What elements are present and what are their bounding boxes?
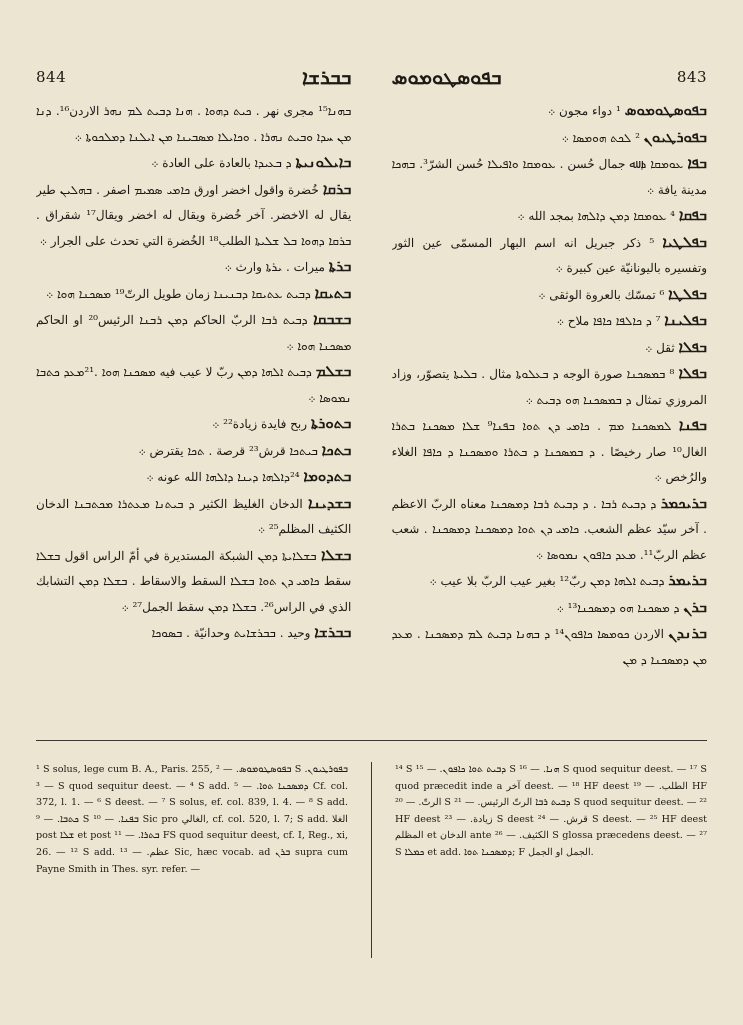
entry-headword: ܒܐܝܠܘܢܝܬܐ bbox=[295, 153, 352, 171]
page-header bbox=[36, 64, 707, 90]
entry-definition: الاردن ܟܘܡܣܐ ܟܐܦܘܢ¹⁴ ܕ ܒܗܢܐ ܕܒܝܬ ܠܡ ܕܡܣܟܢܐ . ܡܥܕ ܡܢ ܕܡܣܟܢܐ ܕ ܡܢ bbox=[391, 627, 707, 667]
right-page-header bbox=[392, 65, 707, 89]
entry-definition: ܕܒܝܬ ܪܒܐ الربّ الحاكم ܕܡܢ ܪܒܢܐ الرئيس²⁰ او الحاكم ܡܣܟܢܐ ܗܘܐ ܀ bbox=[36, 313, 352, 353]
main-text bbox=[36, 98, 707, 726]
left-page-header bbox=[36, 65, 351, 89]
entry-headword: ܒܦܘܪܛܝܘܢ bbox=[643, 127, 707, 146]
entry-headword: ܒܦܘܣܛܘܡܘܣ bbox=[624, 101, 707, 119]
entry-headword: ܒܪܢ bbox=[683, 597, 707, 616]
dictionary-entry bbox=[392, 595, 707, 622]
entry-headword: ܒܬܕܘܡܐ bbox=[303, 467, 352, 485]
entry-headword: ܒܪܝܡܪ bbox=[668, 571, 707, 589]
entry-definition: ⁴ ܥܘܡܩܐ ܕܡܢ ܕܐܠܗܐ بمجد الله ܀ bbox=[517, 209, 675, 223]
entry-definition: ² ܠܟܬ ܗܘܡܣܐ ܀ bbox=[561, 130, 640, 145]
dictionary-entry bbox=[392, 230, 707, 282]
entry-definition: ܒܫܠܐܝܬܐ ܕܡܢ الشبكة المستديرة في أمّ الراس اقول ܒܫܠܐ سقط ܟܐܡܝ ܕܢ ܬܘܐ ܒܫܠܐ السقط والاسقاط . ܒܫܠܐ ܕܡܢ التشابك الذي في الراس²⁶. ܒܫܠܐ ܕܡܢ سقط الجمل²⁷ ܀ bbox=[36, 548, 352, 614]
entry-headword: ܒܦܢܐ bbox=[678, 416, 707, 434]
dictionary-entry bbox=[36, 281, 351, 308]
entry-definition: ܕܒܝܬ ܥܬܝܩܐ ܕܒܢܝܢܐ زمان طويل الرتّ¹⁹ ܡܣܟܢܐ ܗܘܐ ܀ bbox=[46, 286, 311, 301]
entry-definition: ܕܒܝܬ ܐܠܗܐ ܕܡܢ ربّ¹² بغير عيب الربّ بلا عيب ܀ bbox=[429, 574, 665, 588]
entry-definition: ميرات . ܝܪܬܐ وارث ܀ bbox=[224, 260, 325, 274]
entry-headword: ܒܫܠܐ bbox=[320, 545, 352, 564]
entry-definition: الدخان الغليظ الكثير ܕ ܒܝܬܢܐ ܡܥܬܪܐ ܡܟܬܒܢܐ الدخان الكثيف المظلم²⁵ ܀ bbox=[36, 496, 352, 536]
entry-definition: ¹ دواء مجون ܀ bbox=[548, 104, 621, 118]
dictionary-entry bbox=[392, 203, 707, 230]
entry-definition: ⁸ ܒܡܣܟܢܐ صورة الوجه ܕ ܒܥܠܘܬܐ مثال . ܒܠܝܬܐ يتصوّر، وزاد المروزي تمثال ܕ ܒܡܣܟܢܐ ܗܘ ܕܒܝܬ ܀ bbox=[391, 367, 707, 407]
entry-definition: ܒܗܢܐ¹⁵ مجرى نهر . ܟܝܬ ܕܗܘܐ . ܗܢܐ ܕܒܝܬ ܠܡ ܢܗܪ الاردن¹⁶. ܕܢܐ ܡܢ ܚܕܐ ܘܒܝܬ ܢܗܪܐ . ܘܟܐܝܠܐ ܡܣܒܝܢܐ ܡܢ ܐܝܠܢܐ ܕܡܠܟܘܬܐ ܀ bbox=[36, 104, 352, 144]
entry-headword: ܒܫܠܡ bbox=[315, 362, 352, 380]
entry-headword: ܒܒܪܫܐ bbox=[314, 623, 352, 641]
footnote-rule bbox=[36, 740, 707, 741]
entry-headword: ܒܦܠܐ bbox=[678, 364, 707, 382]
dictionary-entry bbox=[392, 308, 707, 335]
left-column bbox=[36, 98, 351, 726]
dictionary-entry bbox=[392, 125, 707, 152]
footnotes bbox=[36, 762, 707, 972]
dictionary-entry bbox=[36, 307, 351, 359]
entry-headword: ܒܦܠܛܝܐ bbox=[662, 232, 707, 251]
entry-headword: ܒܬܝܩܐ bbox=[314, 283, 352, 302]
entry-definition: ثقل ܀ bbox=[645, 340, 675, 355]
entry-headword: ܒܦܠܐ bbox=[678, 337, 707, 356]
right-page-number: 843 bbox=[676, 68, 707, 86]
dictionary-entry bbox=[36, 150, 351, 177]
dictionary-entry bbox=[392, 491, 707, 569]
entry-definition: ܠܡܣܟܢܐ ܡܡ . ܟܐܡܝ ܕܢ ܬܘܐ ܒܦܢܐ⁹ ܫܠܐ ܡܣܟܢܐ ܒܬܪܐ الغال¹⁰ صار رخيصًا . ܕ ܒܡܣܟܢܐ ܕ ܒܬܪܐ ܘܡܣܟܢܐ ܕ ܟܐܦܐ الغلاء والرُخص ܀ bbox=[391, 419, 707, 484]
entry-definition: ܕ ܕܒܝܬ ܪܒܐ . ܕ ܕܒܝܬ ܪܒܐ ܕܡܣܟܢܐ معناه الربّ الاعظم . آخر سيّد عظم الشعب. ܟܐܡܝ ܕܢ ܬܘܐ ܕܡܣܟܢܐ ܕܡܣܟܢܐ . شعب عظم الربّ¹¹. ܡܥܕ ܟܐܦܘܢ ܢܡܘܣܐ ܀ bbox=[391, 496, 707, 562]
entry-definition: ⁷ ܕ ܟܐܠܦܐ ܟܐܦܐ ملاح ܀ bbox=[556, 314, 661, 328]
entry-headword: ܒܪܢܕܢ bbox=[668, 624, 707, 642]
entry-definition: وحيد . ܒܒܪܫܐܝܬ وحدانيّة . ܒܣܘܟܐ bbox=[151, 626, 311, 640]
entry-headword: ܒܦܩܐ bbox=[678, 206, 707, 224]
dictionary-entry bbox=[36, 254, 351, 281]
entry-definition: ربح فايدة زيادة²² ܀ bbox=[212, 417, 308, 431]
dictionary-entry bbox=[392, 413, 707, 491]
dictionary-entry bbox=[392, 335, 707, 362]
left-page-number: 844 bbox=[36, 68, 67, 86]
entry-headword: ܒܫܕܝܢܐ bbox=[307, 493, 352, 512]
entry-headword: ܒܬܟܐ bbox=[321, 440, 352, 459]
entry-definition: ²⁴ܕܐܠܗܐ ܕܝܢܐ ܕܐܠܗܐ الله عونه ܀ bbox=[146, 470, 300, 484]
dictionary-entry bbox=[392, 361, 707, 413]
entry-headword: ܒܫܒܩܐ bbox=[313, 310, 352, 328]
dictionary-entry bbox=[36, 177, 351, 255]
footnotes-right bbox=[395, 762, 707, 972]
dictionary-entry bbox=[392, 151, 707, 203]
dictionary-entry bbox=[36, 543, 351, 621]
entry-headword: ܒܪܩܐ bbox=[322, 179, 352, 198]
dictionary-entry bbox=[36, 491, 351, 543]
left-running-head: ܒܒܪܫܐ bbox=[301, 65, 352, 89]
entry-headword: ܒܪܝܟܡܪ bbox=[660, 493, 707, 512]
dictionary-entry bbox=[392, 98, 707, 125]
dictionary-entry bbox=[36, 620, 351, 647]
entry-definition: ⁶ تمسّك بالعروة الوثقى ܀ bbox=[538, 287, 665, 302]
entry-headword: ܒܦܠܝܢܐ bbox=[664, 311, 707, 329]
dictionary-entry bbox=[392, 282, 707, 309]
entry-definition: خُضرة واقول اخضر اورق ܟܐܡܝ ܣܡܝܡ اصفر . ܒܗܠܝܢ طير يقال له الاخضر. آخر خُضرة ويقال له اخضر ويقال¹⁷ شقراق . ܒܪܩܐ ܕܗܘܐ ܒܠ ܫܠܝܬܐ الطلب¹⁸ الخُضرة التي تحدث على الجرار ܀ bbox=[36, 182, 352, 248]
dictionary-entry bbox=[36, 359, 351, 411]
entry-headword: ܒܪܬܐ bbox=[328, 257, 352, 275]
dictionary-entry bbox=[36, 438, 351, 465]
dictionary-entry bbox=[36, 464, 351, 491]
entry-definition: ⁵ ذكر جبريل انه اسم البهار المسمّى عين الثور وتفسيره باليونانيّة عين كبيرة ܀ bbox=[391, 235, 707, 275]
entry-definition: ܕ ܒܥܝܕܐ بالعادة على العادة ܀ bbox=[151, 156, 292, 170]
footnotes-left bbox=[36, 762, 348, 972]
right-column bbox=[392, 98, 707, 726]
dictionary-entry bbox=[36, 411, 351, 438]
entry-headword: ܒܦܠܛܐ bbox=[668, 284, 707, 303]
dictionary-entry bbox=[392, 568, 707, 595]
dictionary-entry bbox=[36, 98, 351, 150]
entry-definition: ܒܝܬܟܐ قرش²³ قرصة . ܬܟܐ يقترض ܀ bbox=[138, 443, 318, 458]
dictionary-entry bbox=[392, 621, 707, 673]
entry-definition: ܕܒܝܬ ܐܠܗܐ ܕܡܢ ربّ لا عيب فيه ܡܣܟܢܐ ܗܘܐ .²¹ܡܥܕ ܟܬܒܐ ܢܡܘܣܐ ܀ bbox=[36, 365, 352, 405]
entry-headword: ܒܦܐ bbox=[687, 154, 707, 172]
entry-headword: ܒܬܘܪܬܐ bbox=[310, 414, 352, 432]
right-running-head: ܒܦܘܣܛܘܡܘܣ bbox=[391, 65, 502, 89]
footnote-text: ¹⁴ S ܕܒܝܬ ܬܘܐ ܟܐܦܘܢ. — ¹⁵ S ܗܢܐ. — ¹⁶ S quod sequitur deest. — ¹⁷ S quod præcedit inde a آخر deest. — ¹⁸ HF deest الطلب. — ¹⁹ HF الرتّ. — ²⁰ S ܕܒܝܬ ܪܒܐ الرتّ الرئيس. — ²¹ S quod sequitur deest. — ²² HF deest زيادة. — ²³ S deest قرش. — ²⁴ S deest. — ²⁵ HF deest المظلم et الدخان ante الكثيف. — ²⁶ S glossa præcedens deest. — ²⁷ S ܟܡܠܐ et add. ܕܡܣܟܢܐ ܬܘܐ; F الجمل او الجمل. bbox=[395, 764, 707, 858]
entry-definition: ܕ ܡܣܟܢܐ ܗܘ ܕܡܣܟܢܐ¹³ ܀ bbox=[556, 600, 680, 615]
entry-definition: ܥܘܡܩܐ ܕ ﷲ جمال حُسن . ܥܘܡܩܐ ܘܐܦܝܠܐ حُسن الشرّ³. ܒܗܟܐ مدينة يافة ܀ bbox=[391, 157, 707, 197]
footnote-text: ¹ S solus, lege cum B. A., Paris. 255, ܒܦܘܣܛܘܡܘܣ. — ² S ܒܦܘܪܛܝܘܢ. — ³ S quod sequitur deest. — ⁴ S add. ܕܡܣܟܢܐ ܬܘܐ. — ⁵ Cf. col. 372, l. 1. — ⁶ S deest. — ⁷ S solus, ef. col. 839, l. 4. — ⁸ S add. ܟܬܒܐ. — ⁹ S ܒܦܢܐ. — ¹⁰ Sic pro الغالي, cf. col. 520, l. 7; S add. الغلا post ܫܠܐ et post ܒܬܪܐ. — ¹¹ FS quod sequitur deest, cf. I, Reg., xi, 26. — ¹² S add. عظم. — ¹³ Sic, hæc vocab. ad ܒܪܢ supra cum Payne Smith in Thes. syr. refer. — bbox=[36, 764, 348, 875]
